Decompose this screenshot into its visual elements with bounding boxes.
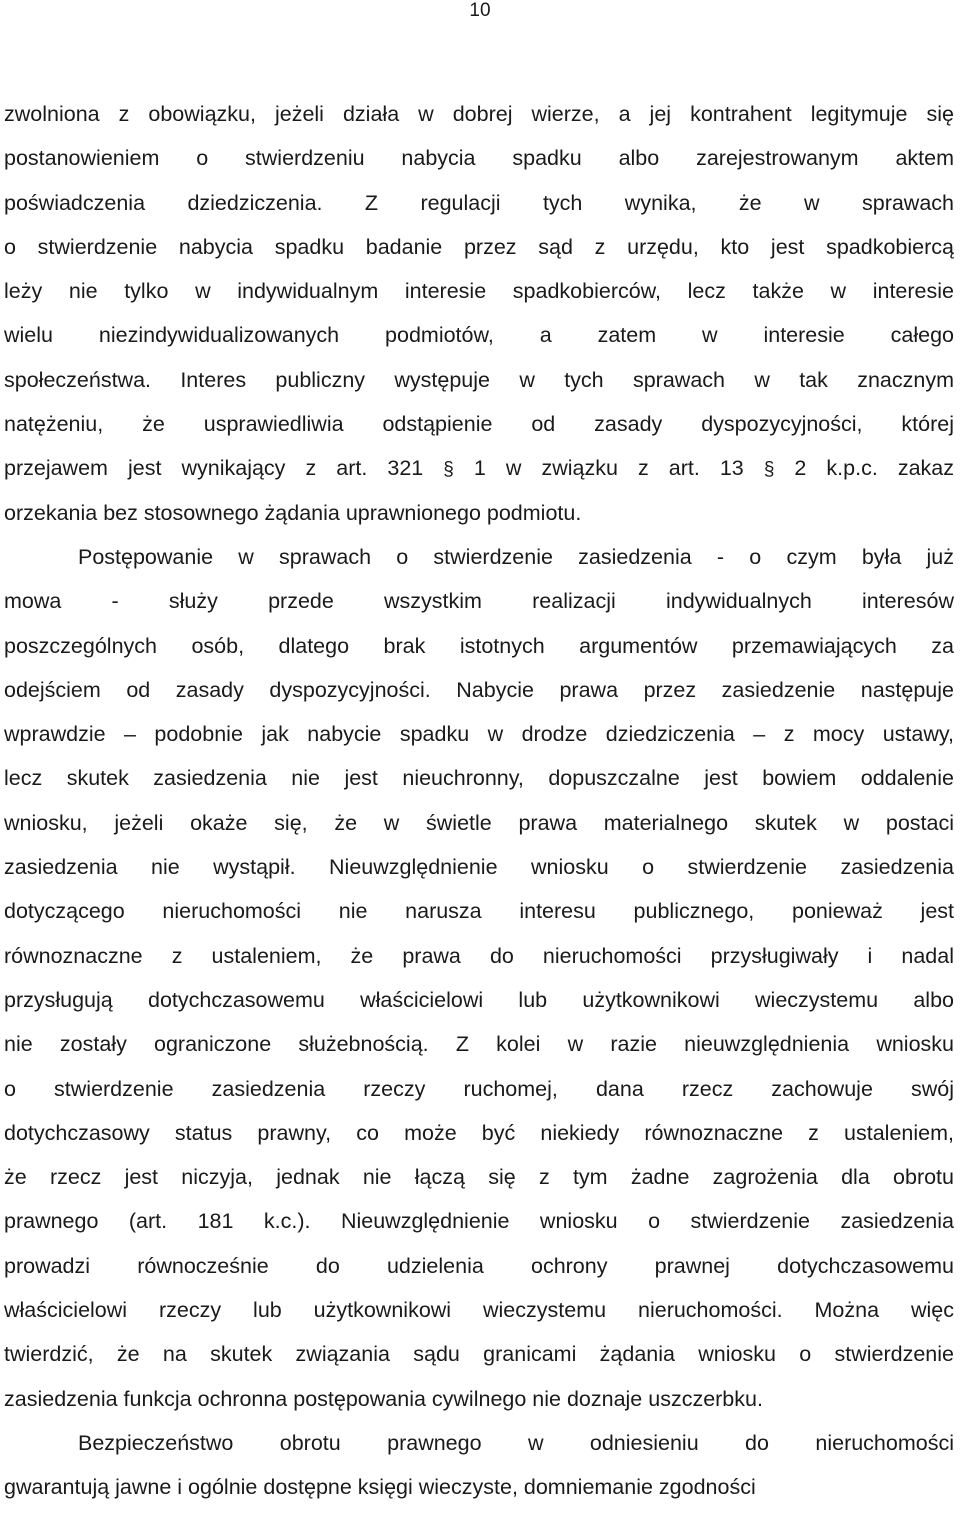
text-line: przysługują dotychczasowemu właścicielowi lub użytkownikowi wieczystemu albo: [4, 987, 954, 1012]
text-line: wielu niezindywidualizowanych podmiotów, a zatem w interesie całego: [4, 323, 954, 348]
text-line: gwarantują jawne i ogólnie dostępne księgi wieczyste, domniemanie zgodności: [4, 1475, 756, 1500]
text-line: przejawem jest wynikający z art. 321 § 1 w związku z art. 13 § 2 k.p.c. zakaz: [4, 456, 955, 481]
text-line: równoznaczne z ustaleniem, że prawa do nieruchomości przysługiwały i nadal: [4, 943, 954, 968]
text-line: dotychczasowy status prawny, co może być niekiedy równoznaczne z ustaleniem,: [4, 1120, 954, 1145]
paragraph: [4, 92, 954, 535]
text-line: natężeniu, że usprawiedliwia odstąpienie od zasady dyspozycyjności, której: [4, 412, 954, 437]
text-line: Postępowanie w sprawach o stwierdzenie zasiedzenia - o czym była już: [78, 544, 954, 569]
text-line: nie zostały ograniczone służebnością. Z kolei w razie nieuwzględnienia wniosku: [4, 1032, 954, 1057]
text-line: poszczególnych osób, dlatego brak istotnych argumentów przemawiających za: [4, 633, 954, 658]
text-line: zwolniona z obowiązku, jeżeli działa w dobrej wierze, a jej kontrahent legitymuje się: [4, 102, 954, 126]
text-line: dotyczącego nieruchomości nie narusza interesu publicznego, ponieważ jest: [4, 899, 954, 924]
text-line: Bezpieczeństwo obrotu prawnego w odniesieniu do nieruchomości: [78, 1430, 954, 1455]
text-line: lecz skutek zasiedzenia nie jest nieuchronny, dopuszczalne jest bowiem oddalenie: [4, 766, 954, 791]
text-line: zasiedzenia nie wystąpił. Nieuwzględnienie wniosku o stwierdzenie zasiedzenia: [4, 855, 954, 880]
text-line: zasiedzenia funkcja ochronna postępowania cywilnego nie doznaje uszczerbku.: [4, 1386, 763, 1411]
text-line: wprawdzie – podobnie jak nabycie spadku w drodze dziedziczenia – z mocy ustawy,: [4, 722, 954, 747]
text-line: prowadzi równocześnie do udzielenia ochrony prawnej dotychczasowemu: [4, 1253, 954, 1278]
text-line: twierdzić, że na skutek związania sądu granicami żądania wniosku o stwierdzenie: [4, 1342, 954, 1367]
text-line: wniosku, jeżeli okaże się, że w świetle prawa materialnego skutek w postaci: [4, 810, 954, 835]
text-line: prawnego (art. 181 k.c.). Nieuwzględnienie wniosku o stwierdzenie zasiedzenia: [4, 1209, 954, 1234]
text-line: o stwierdzenie nabycia spadku badanie przez sąd z urzędu, kto jest spadkobiercą: [4, 234, 954, 259]
text-line: poświadczenia dziedziczenia. Z regulacji tych wynika, że w sprawach: [4, 190, 954, 215]
document-body: [4, 92, 954, 1510]
text-line: właścicielowi rzeczy lub użytkownikowi wieczystemu nieruchomości. Można więc: [4, 1298, 954, 1323]
text-line: postanowieniem o stwierdzeniu nabycia spadku albo zarejestrowanym aktem: [4, 146, 954, 171]
paragraph: [4, 1421, 954, 1510]
paragraph: [4, 535, 954, 1421]
text-line: orzekania bez stosownego żądania uprawnionego podmiotu.: [4, 500, 582, 525]
page-number: 10: [469, 0, 491, 21]
text-line: leży nie tylko w indywidualnym interesie spadkobierców, lecz także w interesie: [4, 279, 954, 304]
text-line: o stwierdzenie zasiedzenia rzeczy ruchomej, dana rzecz zachowuje swój: [4, 1076, 954, 1101]
text-line: mowa - służy przede wszystkim realizacji indywidualnych interesów: [4, 589, 954, 614]
text-line: społeczeństwa. Interes publiczny występuje w tych sprawach w tak znacznym: [4, 367, 954, 392]
text-line: odejściem od zasady dyspozycyjności. Nabycie prawa przez zasiedzenie następuje: [4, 677, 954, 702]
text-line: że rzecz jest niczyja, jednak nie łączą się z tym żadne zagrożenia dla obrotu: [4, 1165, 954, 1190]
